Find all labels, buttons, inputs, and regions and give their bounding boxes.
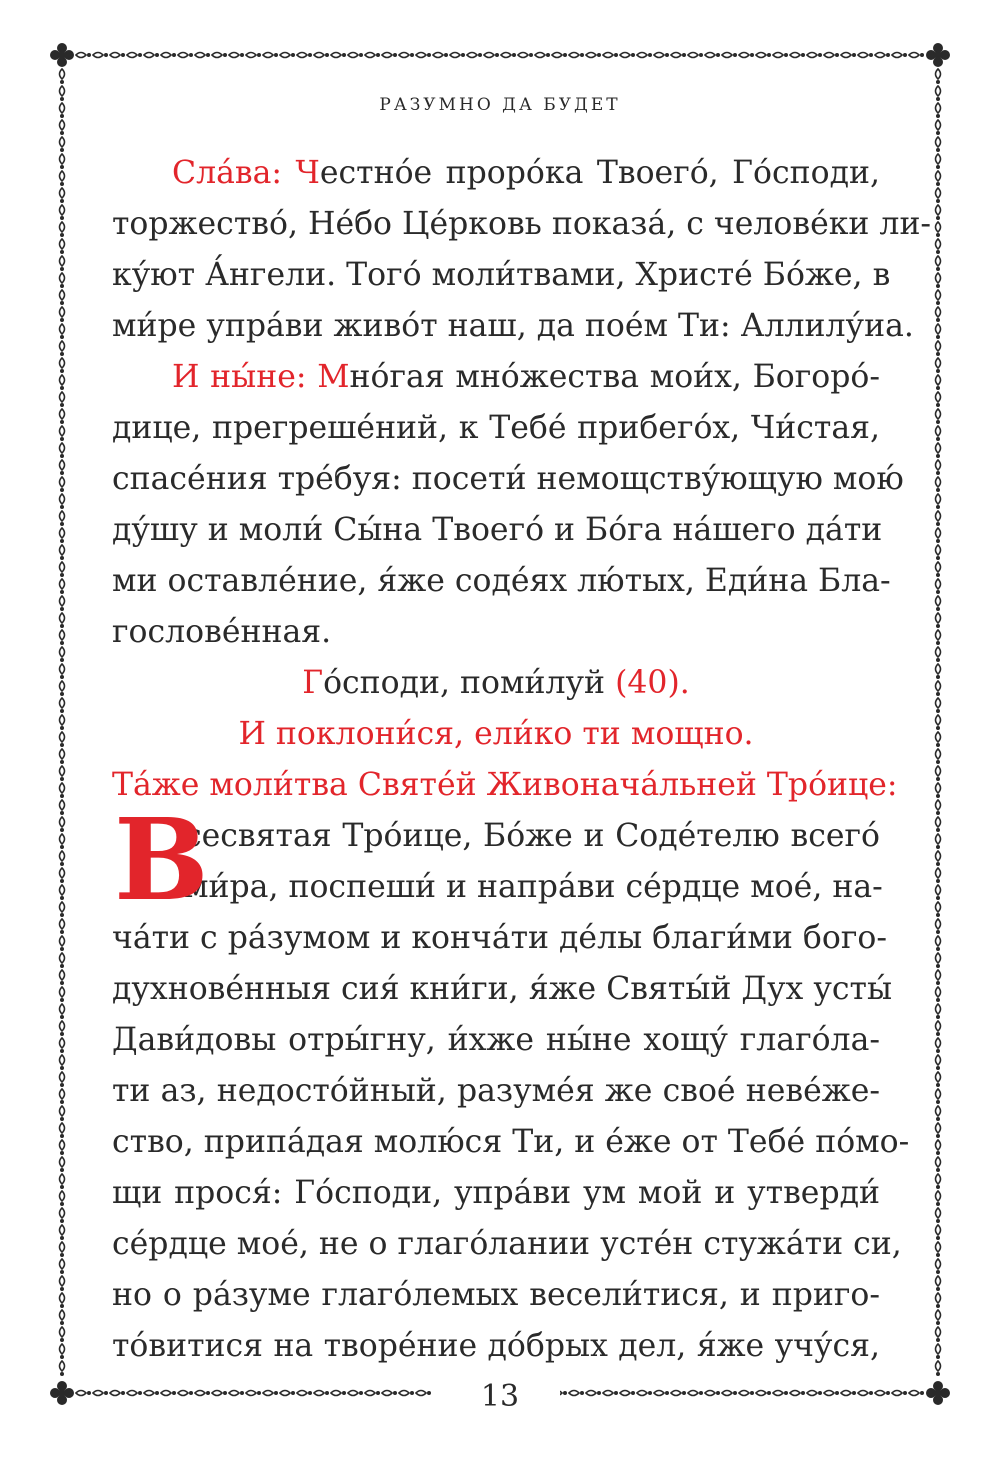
border-link <box>60 579 65 594</box>
border-link <box>936 1310 941 1325</box>
border-link <box>739 1391 754 1396</box>
border-link <box>416 53 431 58</box>
border-link <box>246 53 261 58</box>
border-link <box>936 324 941 339</box>
border-link <box>60 851 65 866</box>
border-link <box>60 596 65 611</box>
border-link <box>936 290 941 305</box>
border-link <box>936 596 941 611</box>
initial-letter: Ч <box>295 155 320 191</box>
border-link <box>858 1391 873 1396</box>
border-link <box>60 120 65 135</box>
paragraph-1-line-2: торжество́, Не́бо Це́рковь показа́, с челове́ки ли- <box>112 206 932 242</box>
border-link <box>60 902 65 917</box>
border-link <box>60 681 65 696</box>
border-link <box>314 1391 329 1396</box>
border-link <box>60 1106 65 1121</box>
border-link <box>60 630 65 645</box>
border-link <box>936 545 941 560</box>
border-link <box>60 409 65 424</box>
border-link <box>60 1140 65 1155</box>
border-link <box>60 494 65 509</box>
paragraph-2-line-6: гослове́нная. <box>112 614 332 650</box>
border-link <box>60 341 65 356</box>
border-link <box>936 647 941 662</box>
border-link <box>60 137 65 152</box>
border-link <box>824 53 839 58</box>
border-link <box>60 1242 65 1257</box>
border-link <box>936 698 941 713</box>
border-link <box>60 477 65 492</box>
border-link <box>936 1361 941 1376</box>
border-link <box>382 1391 397 1396</box>
border-link <box>60 800 65 815</box>
border-link <box>60 1004 65 1019</box>
border-link <box>936 562 941 577</box>
border-link <box>246 1391 261 1396</box>
border-link <box>569 53 584 58</box>
border-link <box>60 358 65 373</box>
border-link <box>263 1391 278 1396</box>
border-link <box>60 392 65 407</box>
rubric-poklonisya: И поклони́ся, ели́ко ти мощно. <box>238 716 754 752</box>
border-link <box>60 324 65 339</box>
border-link <box>875 53 890 58</box>
border-link <box>60 664 65 679</box>
border-link <box>484 53 499 58</box>
border-link <box>314 53 329 58</box>
border-link <box>60 647 65 662</box>
border-link <box>60 222 65 237</box>
corner-ornament <box>50 1381 74 1405</box>
border-link <box>936 1055 941 1070</box>
border-link <box>936 511 941 526</box>
border-link <box>60 868 65 883</box>
border-link <box>773 53 788 58</box>
border-link <box>60 987 65 1002</box>
corner-ornament <box>926 1381 950 1405</box>
border-link <box>936 868 941 883</box>
border-link <box>60 426 65 441</box>
border-link <box>331 53 346 58</box>
border-link <box>936 188 941 203</box>
border-link <box>756 53 771 58</box>
border-link <box>60 817 65 832</box>
main-text <box>112 148 932 1372</box>
border-link <box>365 53 380 58</box>
prayer-block <box>112 795 910 1372</box>
prayer-line-4: духнове́нныя сия́ кни́ги, я́же Святы́й Дух усты́ <box>112 971 893 1007</box>
border-link <box>705 1391 720 1396</box>
border-link <box>936 1021 941 1036</box>
border-link <box>60 1327 65 1342</box>
border-link <box>60 239 65 254</box>
border-link <box>936 885 941 900</box>
border-link <box>178 1391 193 1396</box>
border-link <box>936 375 941 390</box>
border-link <box>60 1021 65 1036</box>
border-link <box>936 579 941 594</box>
prayer-line-11: то́витися на творе́ние до́брых дел, я́же учу́ся, <box>112 1328 880 1364</box>
border-link <box>936 817 941 832</box>
border-link <box>936 341 941 356</box>
initial-letter: Г <box>302 665 324 701</box>
border-link <box>60 749 65 764</box>
border-link <box>936 1089 941 1104</box>
border-link <box>60 273 65 288</box>
border-link <box>60 1038 65 1053</box>
border-link <box>93 1391 108 1396</box>
border-link <box>936 749 941 764</box>
border-link <box>60 732 65 747</box>
border-link <box>382 53 397 58</box>
border-link <box>936 664 941 679</box>
border-link <box>739 53 754 58</box>
border-link <box>60 562 65 577</box>
border-link <box>756 1391 771 1396</box>
border-link <box>858 53 873 58</box>
border-link <box>936 630 941 645</box>
border-link <box>936 1157 941 1172</box>
border-link <box>936 358 941 373</box>
border-link <box>161 1391 176 1396</box>
border-link <box>936 222 941 237</box>
border-link <box>263 53 278 58</box>
border-link <box>60 1089 65 1104</box>
border-link <box>60 188 65 203</box>
initial-letter: М <box>317 359 350 395</box>
border-link <box>936 800 941 815</box>
border-link <box>60 698 65 713</box>
border-link <box>936 494 941 509</box>
prayer-line-7: ство, припа́дая молю́ся Ти, и е́же от Тебе́ по́мо- <box>112 1124 910 1160</box>
border-link <box>60 1344 65 1359</box>
border-link <box>60 1123 65 1138</box>
paragraph-2-line-3: спасе́ния тре́буя: посети́ немощству́ющую мою́ <box>112 461 904 497</box>
border-link <box>936 1327 941 1342</box>
border-link <box>110 1391 125 1396</box>
border-link <box>518 53 533 58</box>
border-link <box>936 1038 941 1053</box>
border-link <box>824 1391 839 1396</box>
border-link <box>229 1391 244 1396</box>
border-link <box>399 1391 414 1396</box>
border-link <box>671 53 686 58</box>
border-link <box>790 53 805 58</box>
border-link <box>620 1391 635 1396</box>
border-link <box>875 1391 890 1396</box>
border-link <box>60 290 65 305</box>
border-link <box>93 53 108 58</box>
border-link <box>936 1208 941 1223</box>
border-link <box>60 154 65 169</box>
border-link <box>76 1391 91 1396</box>
border-link <box>178 53 193 58</box>
border-link <box>936 205 941 220</box>
prayer-line-8: щи прося́: Го́споди, упра́ви ум мой и утверди́ <box>112 1175 880 1211</box>
border-link <box>60 205 65 220</box>
rubric-prayer-title: Та́же моли́тва Святе́й Живонача́льней Тро́ице: <box>112 767 898 803</box>
border-link <box>722 53 737 58</box>
border-link <box>671 1391 686 1396</box>
border-link <box>936 1344 941 1359</box>
drop-cap: В <box>114 795 209 926</box>
border-link <box>144 53 159 58</box>
border-link <box>637 1391 652 1396</box>
border-link <box>297 1391 312 1396</box>
border-link <box>365 1391 380 1396</box>
repeat-count: (40). <box>615 665 690 701</box>
border-link <box>569 1391 584 1396</box>
border-link <box>936 392 941 407</box>
border-link <box>60 256 65 271</box>
border-link <box>936 154 941 169</box>
border-link <box>60 953 65 968</box>
paragraph-2-line-1: И ны́не: Мно́гая мно́жества мои́х, Богоро́- <box>172 359 880 395</box>
border-link <box>586 1391 601 1396</box>
border-link <box>654 53 669 58</box>
border-link <box>60 443 65 458</box>
border-link <box>603 1391 618 1396</box>
border-link <box>936 919 941 934</box>
border-link <box>195 53 210 58</box>
border-link <box>60 1293 65 1308</box>
border-link <box>60 545 65 560</box>
border-link <box>936 120 941 135</box>
border-link <box>212 1391 227 1396</box>
border-link <box>936 307 941 322</box>
border-link <box>60 715 65 730</box>
border-link <box>936 1276 941 1291</box>
border-link <box>936 1191 941 1206</box>
border-link <box>936 681 941 696</box>
border-link <box>909 53 924 58</box>
border-link <box>60 1157 65 1172</box>
border-link <box>807 1391 822 1396</box>
border-link <box>60 1208 65 1223</box>
border-link <box>936 239 941 254</box>
border-link <box>348 1391 363 1396</box>
border-link <box>603 53 618 58</box>
paragraph-2-line-4: ду́шу и моли́ Сы́на Твоего́ и Бо́га на́шего да́ти <box>112 512 883 548</box>
border-link <box>450 53 465 58</box>
border-link <box>722 1391 737 1396</box>
border-link <box>936 715 941 730</box>
border-link <box>161 53 176 58</box>
corner-ornament <box>50 43 74 67</box>
i-nyne-label: И ны́не: <box>172 359 318 395</box>
border-link <box>60 783 65 798</box>
border-link <box>60 171 65 186</box>
border-link <box>705 53 720 58</box>
paragraph-2-line-2: дице, прегреше́ний, к Тебе́ прибего́х, Чи́стая, <box>112 410 880 446</box>
border-link <box>331 1391 346 1396</box>
border-link <box>936 902 941 917</box>
border-link <box>60 1191 65 1206</box>
paragraph-1-line-3: ку́ют А́нгели. Того́ моли́твами, Христе́ Бо́же, в <box>112 257 891 293</box>
border-link <box>936 1242 941 1257</box>
border-link <box>936 477 941 492</box>
border-link <box>688 53 703 58</box>
border-link <box>936 1259 941 1274</box>
border-link <box>60 511 65 526</box>
border-link <box>467 53 482 58</box>
border-link <box>936 69 941 84</box>
border-link <box>936 409 941 424</box>
border-link <box>936 273 941 288</box>
border-link <box>416 1391 431 1396</box>
border-link <box>936 1123 941 1138</box>
border-link <box>60 460 65 475</box>
border-link <box>936 766 941 781</box>
paragraph-2-line-5: ми оставле́ние, я́же соде́ях лю́тых, Еди́на Бла- <box>112 563 891 599</box>
prayer-line-3: ча́ти с ра́зумом и конча́ти де́лы благи́ми бого- <box>112 920 887 956</box>
border-link <box>936 613 941 628</box>
border-link <box>60 69 65 84</box>
border-link <box>60 613 65 628</box>
border-link <box>552 53 567 58</box>
border-link <box>654 1391 669 1396</box>
border-link <box>60 528 65 543</box>
border-link <box>936 528 941 543</box>
corner-ornament <box>926 43 950 67</box>
border-link <box>535 53 550 58</box>
border-link <box>348 53 363 58</box>
border-link <box>212 53 227 58</box>
border-link <box>501 53 516 58</box>
border-link <box>936 783 941 798</box>
border-link <box>936 1140 941 1155</box>
border-link <box>773 1391 788 1396</box>
border-link <box>433 53 448 58</box>
border-link <box>936 460 941 475</box>
border-link <box>936 426 941 441</box>
prayer-line-10: но о ра́зуме глаго́лемых весели́тися, и приго- <box>112 1277 880 1313</box>
page-number: 13 <box>440 1377 560 1417</box>
border-link <box>127 53 142 58</box>
paragraph-1-line-4: ми́ре упра́ви живо́т наш, да пое́м Ти: Аллилу́иа. <box>112 308 914 344</box>
border-link <box>60 834 65 849</box>
border-link <box>60 1276 65 1291</box>
border-link <box>936 970 941 985</box>
border-link <box>936 834 941 849</box>
border-link <box>841 53 856 58</box>
border-link <box>892 53 907 58</box>
border-link <box>60 1310 65 1325</box>
border-link <box>688 1391 703 1396</box>
border-link <box>637 53 652 58</box>
border-link <box>790 1391 805 1396</box>
border-link <box>144 1391 159 1396</box>
border-link <box>60 375 65 390</box>
border-link <box>60 919 65 934</box>
border-link <box>936 171 941 186</box>
border-link <box>936 1225 941 1240</box>
border-link <box>195 1391 210 1396</box>
prayer-line-2: ми́ра, поспеши́ и напра́ви се́рдце мое́, на- <box>184 869 883 905</box>
border-link <box>936 256 941 271</box>
border-link <box>936 1174 941 1189</box>
border-link <box>936 1293 941 1308</box>
border-link <box>807 53 822 58</box>
border-link <box>60 766 65 781</box>
border-link <box>936 137 941 152</box>
border-link <box>399 53 414 58</box>
border-link <box>60 1055 65 1070</box>
prayer-line-9: се́рдце мое́, не о глаго́лании усте́н стужа́ти си, <box>112 1226 902 1262</box>
border-link <box>297 53 312 58</box>
border-link <box>60 936 65 951</box>
border-link <box>936 732 941 747</box>
prayer-line-6: ти аз, недосто́йный, разуме́я же свое́ неве́же- <box>112 1073 880 1109</box>
border-link <box>60 970 65 985</box>
border-link <box>60 307 65 322</box>
border-link <box>229 53 244 58</box>
border-link <box>60 1361 65 1376</box>
prayer-line-5: Дави́довы отры́гну, и́хже ны́не хощу́ глаго́ла- <box>112 1022 880 1058</box>
border-link <box>841 1391 856 1396</box>
slava-label: Сла́ва: <box>172 155 296 191</box>
border-link <box>60 1259 65 1274</box>
border-link <box>892 1391 907 1396</box>
border-link <box>60 1174 65 1189</box>
running-head: РАЗУМНО ДА БУДЕТ <box>379 95 621 115</box>
border-link <box>909 1391 924 1396</box>
paragraph-1-line-1: Сла́ва: Честно́е проро́ка Твоего́, Го́споди, <box>172 155 880 191</box>
border-link <box>936 1072 941 1087</box>
border-link <box>127 1391 142 1396</box>
border-link <box>620 53 635 58</box>
border-link <box>936 1106 941 1121</box>
border-link <box>936 443 941 458</box>
border-link <box>586 53 601 58</box>
border-link <box>110 53 125 58</box>
border-link <box>60 885 65 900</box>
border-link <box>76 53 91 58</box>
border-link <box>60 1072 65 1087</box>
border-link <box>936 936 941 951</box>
border-link <box>936 953 941 968</box>
border-link <box>280 1391 295 1396</box>
prayer-line-1: сесвятая Тро́ице, Бо́же и Соде́телю всего́ <box>184 818 880 854</box>
border-link <box>60 1225 65 1240</box>
border-link <box>280 53 295 58</box>
border-link <box>936 851 941 866</box>
rubric-gospodi-pomiluj: Го́споди, поми́луй (40). <box>302 665 690 701</box>
border-link <box>936 987 941 1002</box>
border-link <box>936 1004 941 1019</box>
